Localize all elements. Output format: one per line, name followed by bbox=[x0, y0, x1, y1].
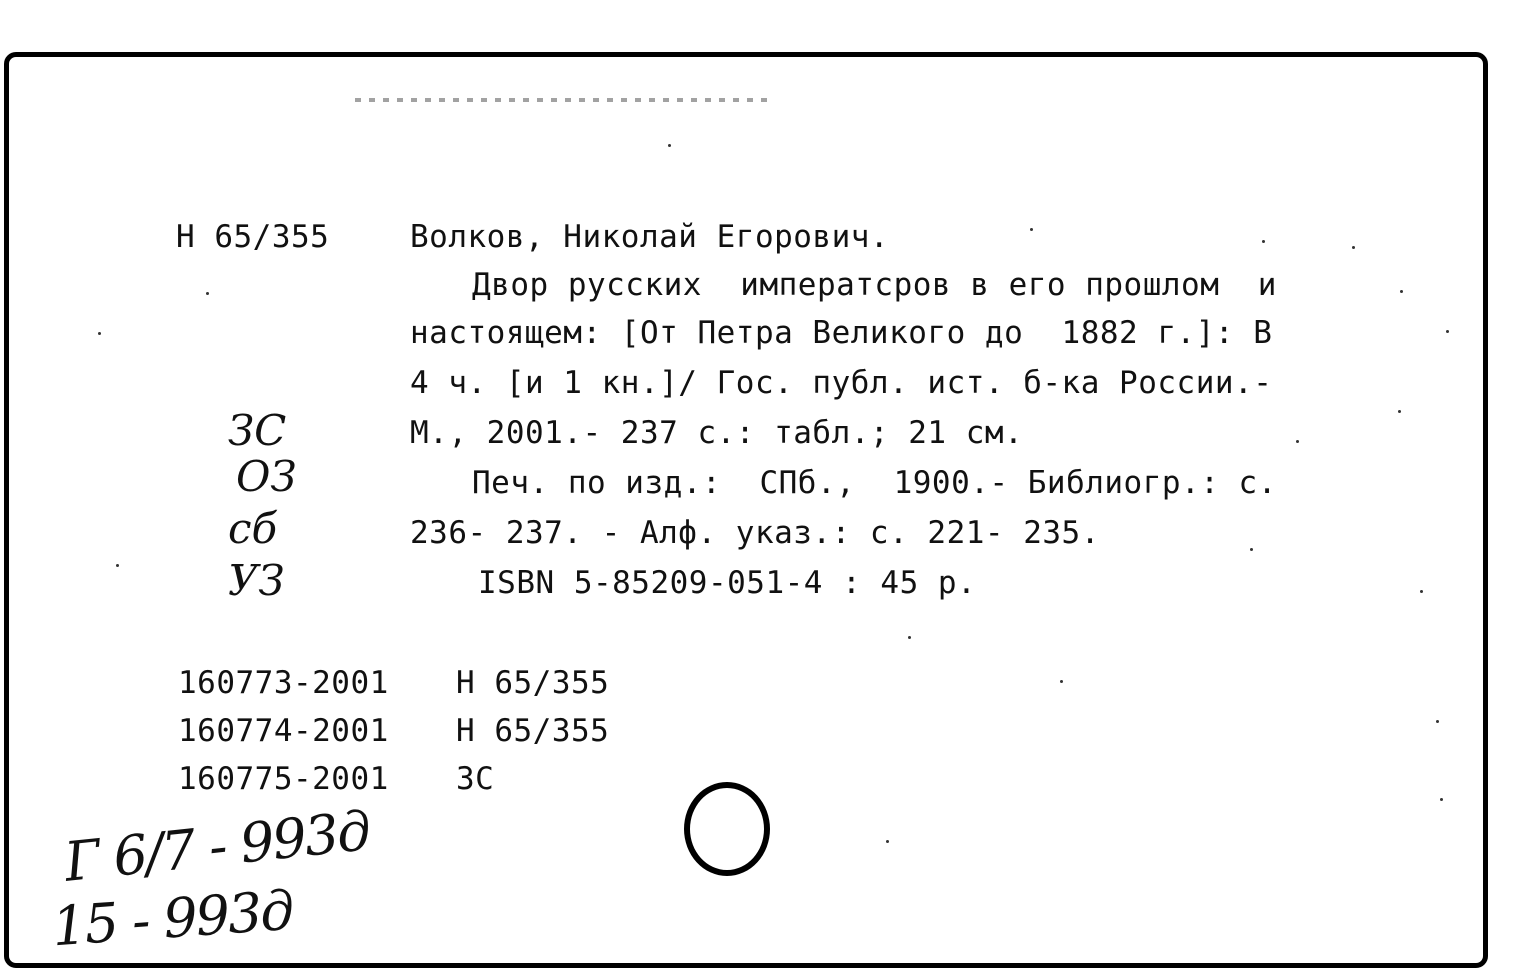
call-number: Н 65/355 bbox=[176, 219, 330, 255]
speck bbox=[1398, 410, 1401, 413]
title-line-2: настоящем: [От Петра Великого до 1882 г.]: В bbox=[410, 315, 1273, 351]
circle-mark-icon bbox=[684, 782, 770, 876]
handwritten-note-2: 15 - 993д bbox=[50, 878, 295, 959]
handwritten-code-3: сб bbox=[228, 504, 278, 553]
speck bbox=[98, 332, 101, 335]
speck bbox=[886, 840, 889, 843]
inventory-location-2: Н 65/355 bbox=[456, 713, 610, 749]
speck bbox=[116, 564, 119, 567]
isbn-line: ISBN 5-85209-051-4 : 45 р. bbox=[478, 565, 977, 601]
speck bbox=[1250, 548, 1253, 551]
handwritten-code-2: ОЗ bbox=[236, 452, 297, 501]
inventory-number-1: 160773-2001 bbox=[178, 665, 389, 701]
speck bbox=[1262, 240, 1265, 243]
inventory-location-1: Н 65/355 bbox=[456, 665, 610, 701]
author-heading: Волков, Николай Егорович. bbox=[410, 219, 890, 255]
speck bbox=[206, 292, 209, 295]
note-line-2: 236- 237. - Алф. указ.: с. 221- 235. bbox=[410, 515, 1100, 551]
speck bbox=[1030, 228, 1033, 231]
handwritten-note-1: Г 6/7 - 993д bbox=[61, 799, 373, 894]
speck bbox=[1446, 330, 1449, 333]
speck bbox=[668, 144, 671, 147]
scan-noise bbox=[355, 98, 775, 102]
imprint-line: М., 2001.- 237 с.: табл.; 21 см. bbox=[410, 415, 1024, 451]
speck bbox=[1060, 680, 1063, 683]
inventory-location-3: ЗС bbox=[456, 761, 495, 797]
speck bbox=[1400, 290, 1403, 293]
handwritten-code-4: УЗ bbox=[228, 556, 285, 605]
speck bbox=[908, 636, 911, 639]
title-line-1: Двор русских императсров в его прошлом и bbox=[472, 267, 1277, 303]
handwritten-code-1: ЗС bbox=[228, 406, 287, 455]
speck bbox=[1436, 720, 1439, 723]
speck bbox=[1352, 246, 1355, 249]
note-line-1: Печ. по изд.: СПб., 1900.- Библиогр.: с. bbox=[472, 465, 1277, 501]
speck bbox=[1296, 440, 1299, 443]
speck bbox=[1420, 590, 1423, 593]
title-line-3: 4 ч. [и 1 кн.]/ Гос. публ. ист. б-ка России.- bbox=[410, 365, 1273, 401]
speck bbox=[1440, 798, 1443, 801]
inventory-number-3: 160775-2001 bbox=[178, 761, 389, 797]
inventory-number-2: 160774-2001 bbox=[178, 713, 389, 749]
